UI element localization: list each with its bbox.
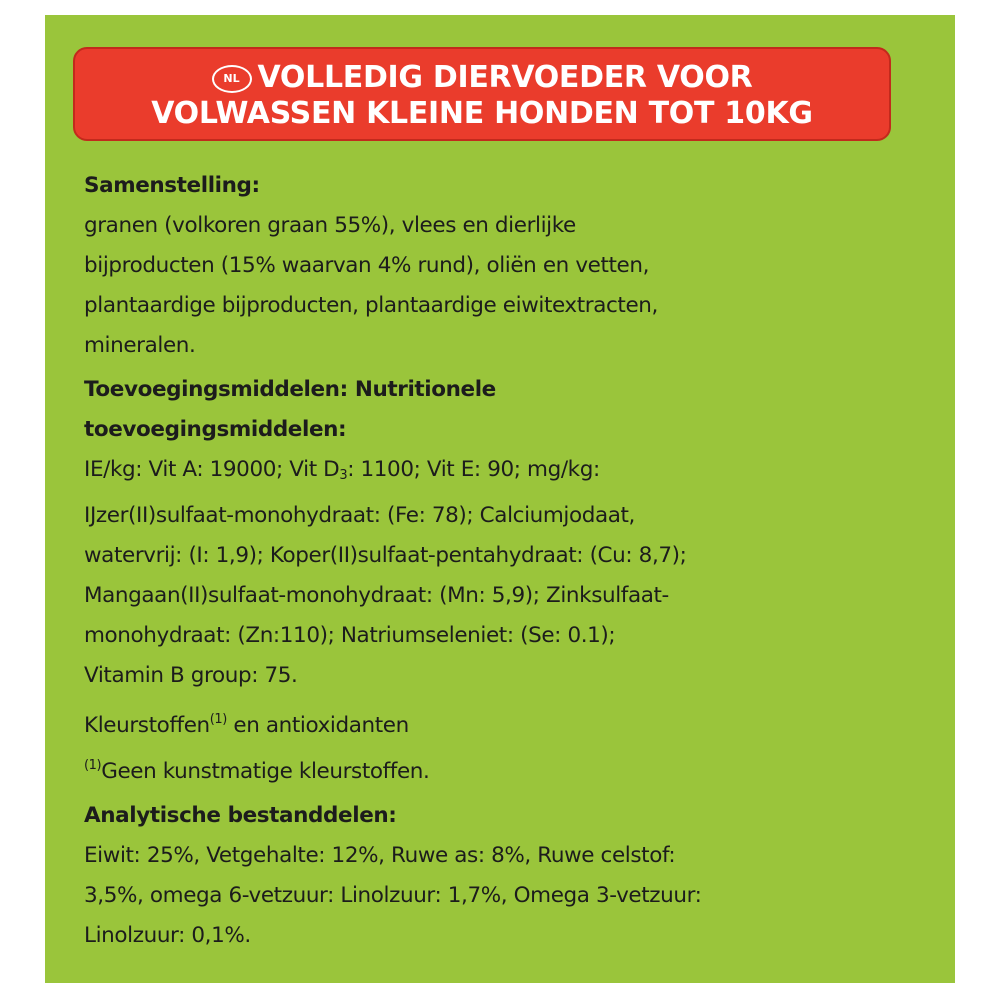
composition-line: bijproducten (15% waarvan 4% rund), oliën en vetten,	[84, 253, 650, 278]
label-panel	[45, 15, 955, 983]
vit-d-subscript: 3	[339, 468, 348, 483]
composition-heading: Samenstelling:	[84, 173, 260, 198]
composition-line: granen (volkoren graan 55%), vlees en dierlijke	[84, 213, 576, 238]
analytical-line: Eiwit: 25%, Vetgehalte: 12%, Ruwe as: 8%, Ruwe celstof:	[84, 843, 676, 868]
analytical-line: 3,5%, omega 6-vetzuur: Linolzuur: 1,7%, Omega 3-vetzuur:	[84, 883, 702, 908]
additives-line	[84, 450, 924, 496]
additives-line-text: : 1100; Vit E: 90; mg/kg:	[347, 457, 600, 482]
additives-line-text: IE/kg: Vit A: 19000; Vit D	[84, 457, 340, 482]
footnote-text: Geen kunstmatige kleurstoffen.	[101, 759, 430, 784]
composition-line: plantaardige bijproducten, plantaardige eiwitextracten,	[84, 293, 658, 318]
label-text	[84, 166, 924, 956]
banner-line-1	[75, 60, 889, 96]
analytical-line: Linolzuur: 0,1%.	[84, 923, 251, 948]
nl-badge-icon: NL	[212, 65, 252, 93]
additives-line: watervrij: (I: 1,9); Koper(II)sulfaat-pentahydraat: (Cu: 8,7);	[84, 543, 687, 568]
additives-line: Vitamin B group: 75.	[84, 663, 298, 688]
banner-title-1: VOLLEDIG DIERVOEDER VOOR	[257, 60, 753, 95]
colorants-text: Kleurstoffen	[84, 713, 210, 738]
footnote-marker: (1)	[209, 712, 227, 727]
composition-line: mineralen.	[84, 333, 196, 358]
additives-line: monohydraat: (Zn:110); Natriumseleniet: (Se: 0.1);	[84, 623, 616, 648]
colorants-text: en antioxidanten	[226, 713, 409, 738]
additives-heading: Toevoegingsmiddelen: Nutritionele	[84, 377, 496, 402]
title-banner	[73, 47, 891, 141]
additives-line: Mangaan(II)sulfaat-monohydraat: (Mn: 5,9); Zinksulfaat-	[84, 583, 669, 608]
footnote-line	[84, 746, 924, 792]
additives-line: IJzer(II)sulfaat-monohydraat: (Fe: 78); Calciumjodaat,	[84, 503, 635, 528]
footnote-marker: (1)	[84, 758, 102, 773]
banner-title-2: VOLWASSEN KLEINE HONDEN TOT 10KG	[151, 96, 813, 131]
additives-heading-2: toevoegingsmiddelen:	[84, 417, 347, 442]
colorants-line	[84, 700, 924, 746]
analytical-heading: Analytische bestanddelen:	[84, 803, 397, 828]
